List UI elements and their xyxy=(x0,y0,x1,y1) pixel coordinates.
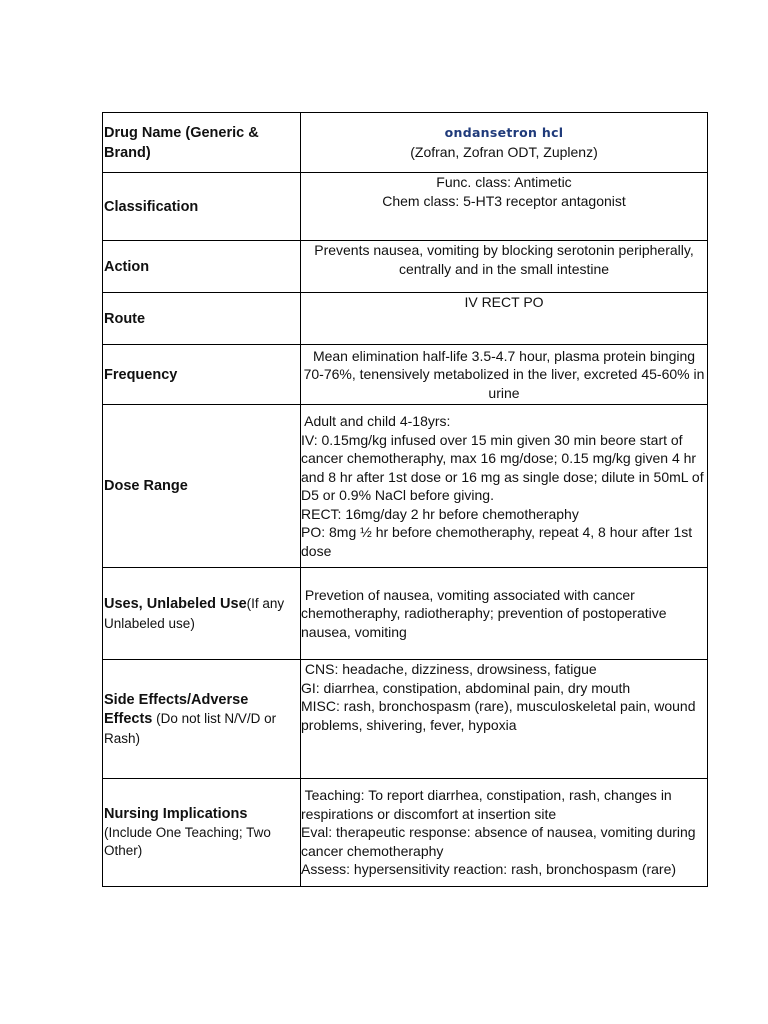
row-side-effects xyxy=(103,660,708,779)
label-frequency: Frequency xyxy=(104,366,178,383)
row-dose-range xyxy=(103,405,708,568)
value-cell xyxy=(301,779,708,887)
label-cell xyxy=(103,660,301,779)
value-cell xyxy=(301,113,708,173)
value-line: Prevents nausea, vomiting by blocking serotonin peripherally, xyxy=(314,242,694,258)
value-line: Chem class: 5-HT3 receptor antagonist xyxy=(382,192,626,209)
value-line: cancer chemotheraphy xyxy=(301,842,444,859)
value-line: chemotheraphy, radiotheraphy; prevention of postoperative xyxy=(301,605,667,622)
label-cell xyxy=(103,293,301,345)
value-line: Teaching: To report diarrhea, constipation, rash, changes in xyxy=(301,787,672,804)
sublabel-uses: (If any Unlabeled use) xyxy=(104,596,285,631)
value-line: Eval: therapeutic response: absence of nausea, vomiting during xyxy=(301,824,696,841)
drug-card xyxy=(102,112,708,887)
value-cell xyxy=(301,660,708,779)
row-drug-name xyxy=(103,113,708,173)
value-line: D5 or 0.9% NaCl before giving. xyxy=(301,487,494,503)
value-cell xyxy=(301,241,708,293)
label-cell xyxy=(103,568,301,660)
value-cell xyxy=(301,293,708,345)
label-cell xyxy=(103,173,301,241)
value-line: PO: 8mg ½ hr before chemotheraphy, repeat 4, 8 hour after 1st xyxy=(301,524,693,540)
value-line: Adult and child 4-18yrs: xyxy=(301,413,451,429)
label-drug-name: Drug Name (Generic & Brand) xyxy=(104,125,259,161)
value-line: respirations or discomfort at insertion site xyxy=(301,805,557,822)
value-line: Prevetion of nausea, vomiting associated with cancer xyxy=(301,586,635,603)
sublabel-side-effects: (Do not list N/V/D or Rash) xyxy=(104,711,277,746)
value-cell xyxy=(301,345,708,405)
label-nursing-implications: Nursing Implications xyxy=(104,806,248,823)
label-uses: Uses, Unlabeled Use xyxy=(104,596,247,612)
value-line: urine xyxy=(488,384,520,401)
label-route: Route xyxy=(104,310,146,327)
value-line: cancer chemotheraphy, max 16 mg/dose; 0.15 mg/kg given 4 hr xyxy=(301,450,697,466)
label-classification: Classification xyxy=(104,198,199,215)
value-cell xyxy=(301,173,708,241)
value-line: Assess: hypersensitivity reaction: rash, bronchospasm (rare) xyxy=(301,861,677,878)
value-line: problems, shivering, fever, hypoxia xyxy=(301,716,517,733)
value-line: IV: 0.15mg/kg infused over 15 min given 30 min beore start of xyxy=(301,431,683,448)
value-line: IV RECT PO xyxy=(464,294,544,310)
value-cell xyxy=(301,405,708,568)
label-cell xyxy=(103,779,301,887)
label-cell xyxy=(103,405,301,568)
value-line: nausea, vomiting xyxy=(301,623,407,640)
value-line: Func. class: Antimetic xyxy=(436,174,572,190)
label-side-effects: Side Effects/Adverse Effects xyxy=(104,691,249,728)
row-uses xyxy=(103,568,708,660)
label-cell xyxy=(103,241,301,293)
row-route xyxy=(103,293,708,345)
label-cell xyxy=(103,345,301,405)
value-line: dose xyxy=(301,542,332,559)
generic-name: ondansetron hcl xyxy=(444,125,564,140)
row-nursing-implications xyxy=(103,779,708,887)
value-line: and 8 hr after 1st dose or 16 mg as single dose; dilute in 50mL of xyxy=(301,468,704,485)
value-line: CNS: headache, dizziness, drowsiness, fatigue xyxy=(301,661,597,677)
value-line: centrally and in the small intestine xyxy=(398,260,610,277)
label-dose-range: Dose Range xyxy=(104,478,188,495)
value-line: GI: diarrhea, constipation, abdominal pain, dry mouth xyxy=(301,679,631,696)
label-action: Action xyxy=(104,258,150,275)
sublabel-nursing-implications: (Include One Teaching; Two Other) xyxy=(104,824,271,859)
value-cell xyxy=(301,568,708,660)
row-frequency xyxy=(103,345,708,405)
label-cell xyxy=(103,113,301,173)
value-line: MISC: rash, bronchospasm (rare), musculoskeletal pain, wound xyxy=(301,698,696,714)
row-action xyxy=(103,241,708,293)
value-line: 70-76%, tenensively metabolized in the liver, excreted 45-60% in xyxy=(303,366,705,383)
value-line: Mean elimination half-life 3.5-4.7 hour, plasma protein binging xyxy=(312,347,696,364)
drug-card-table xyxy=(102,112,708,887)
row-classification xyxy=(103,173,708,241)
value-line: RECT: 16mg/day 2 hr before chemotheraphy xyxy=(301,505,579,522)
brand-names: (Zofran, Zofran ODT, Zuplenz) xyxy=(410,143,598,160)
